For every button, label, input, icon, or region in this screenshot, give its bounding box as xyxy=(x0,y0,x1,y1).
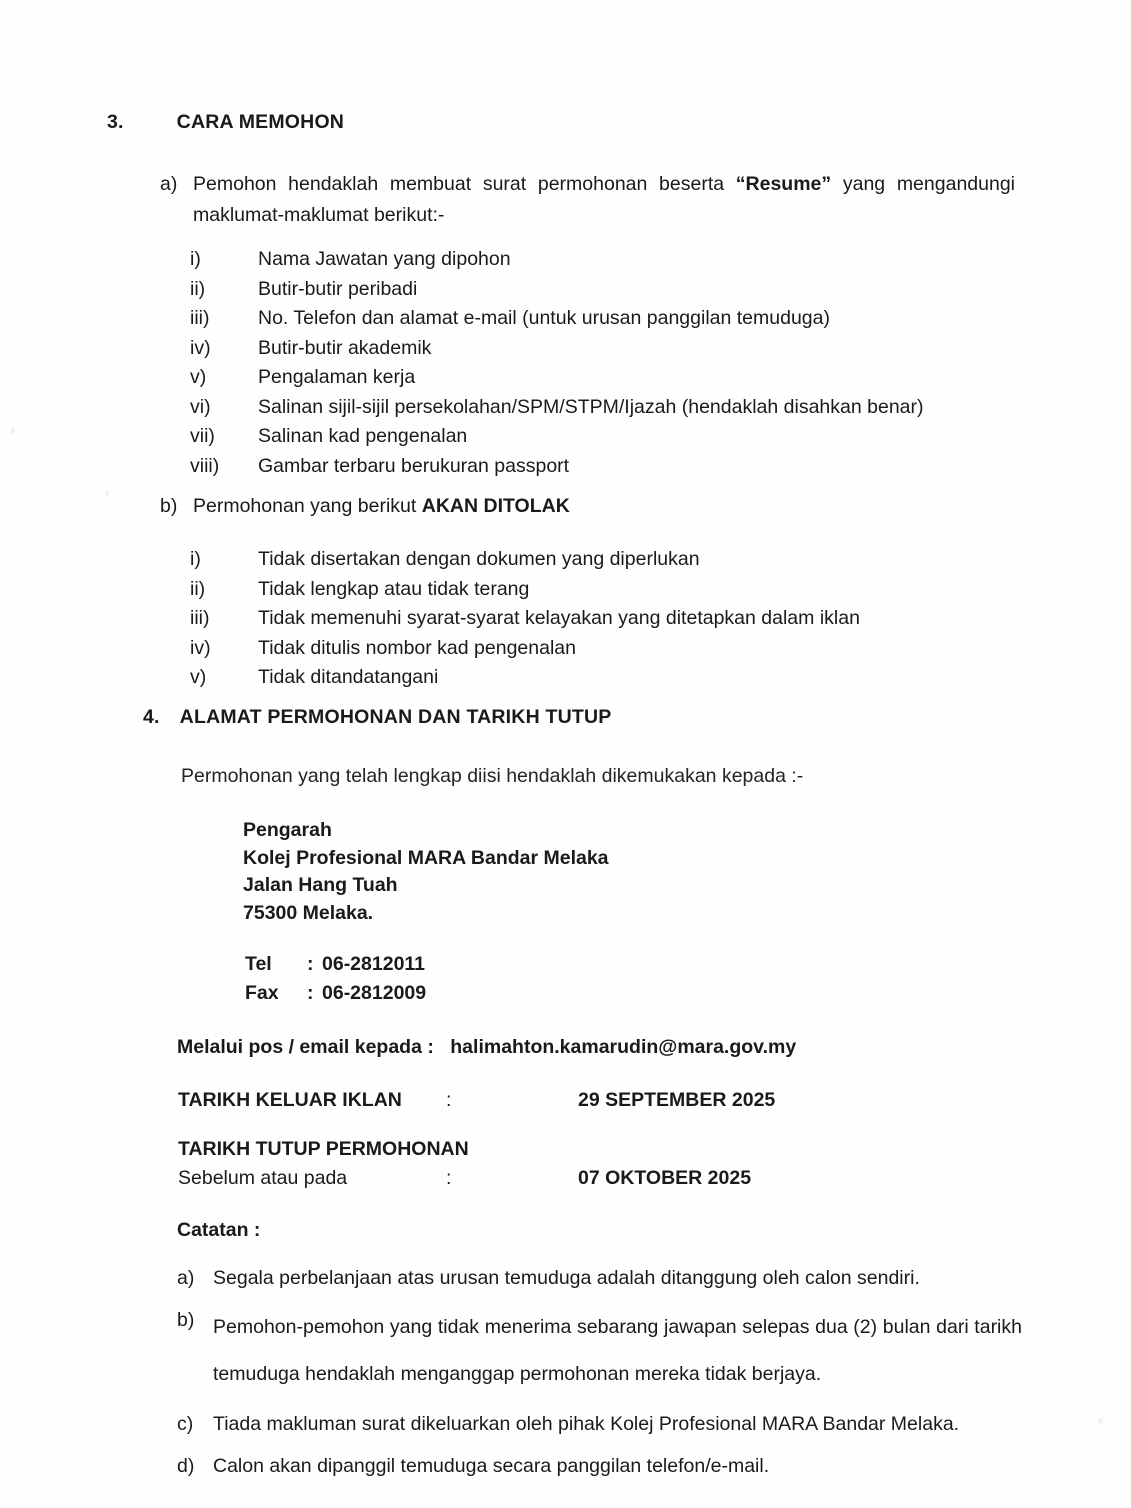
list-item xyxy=(177,1262,1022,1294)
address-line: 75300 Melaka. xyxy=(243,901,374,924)
address-line: Pengarah xyxy=(243,819,332,841)
section-number: 3. xyxy=(107,111,124,133)
catatan-heading: Catatan : xyxy=(177,1219,261,1241)
closing-date-heading: TARIKH TUTUP PERMOHONAN xyxy=(178,1138,469,1160)
text-fragment-bold: “Resume” xyxy=(735,173,832,195)
list-marker: c) xyxy=(177,1413,194,1435)
list-item-text: Salinan sijil-sijil persekolahan/SPM/STPM/Ijazah (hendaklah disahkan benar) xyxy=(258,395,924,418)
text-fragment: Permohonan yang berikut xyxy=(193,495,422,517)
list-marker: ii) xyxy=(190,277,206,300)
closing-date-sub-label: Sebelum atau pada xyxy=(178,1167,348,1189)
list-item xyxy=(190,334,1000,364)
contact-colon: : xyxy=(307,953,314,975)
list-item-text: Calon akan dipanggil temuduga secara panggilan telefon/e-mail. xyxy=(213,1455,770,1477)
contact-label: Fax xyxy=(245,982,279,1004)
scan-speck xyxy=(11,427,15,434)
list-marker: iv) xyxy=(190,636,211,659)
text-fragment: Pemohon hendaklah membuat surat permohonan beserta xyxy=(193,173,736,195)
list-marker: iv) xyxy=(190,336,211,359)
list-item xyxy=(177,1450,1022,1482)
list-item-text: Tidak ditulis nombor kad pengenalan xyxy=(258,636,576,659)
application-intro-text: Permohonan yang telah lengkap diisi hendaklah dikemukakan kepada :- xyxy=(181,765,804,787)
list-item xyxy=(190,245,1000,275)
list-marker: b) xyxy=(177,1309,195,1331)
date-label: TARIKH KELUAR IKLAN xyxy=(178,1089,402,1111)
list-item-b xyxy=(160,491,1015,522)
list-marker: v) xyxy=(190,366,207,388)
list-item-text: Butir-butir akademik xyxy=(258,336,432,359)
list-item-a xyxy=(160,169,1015,231)
contact-colon: : xyxy=(307,982,314,1004)
list-marker: a) xyxy=(160,173,178,195)
list-item xyxy=(190,422,1000,452)
list-marker: a) xyxy=(177,1267,195,1289)
list-item-text: No. Telefon dan alamat e-mail (untuk urusan panggilan temuduga) xyxy=(258,307,830,329)
closing-date-colon: : xyxy=(446,1167,452,1189)
scan-speck xyxy=(105,490,109,496)
email-line xyxy=(177,1033,977,1061)
list-item-text: Tiada makluman surat dikeluarkan oleh pihak Kolej Profesional MARA Bandar Melaka. xyxy=(213,1413,960,1435)
list-item xyxy=(190,575,1000,605)
list-item-text: Segala perbelanjaan atas urusan temuduga adalah ditanggung oleh calon sendiri. xyxy=(213,1267,920,1289)
section-heading-4 xyxy=(143,706,843,729)
closing-date-block xyxy=(178,1135,978,1193)
list-marker: i) xyxy=(190,548,201,570)
closing-date-value: 07 OKTOBER 2025 xyxy=(578,1167,752,1189)
list-item-text: Butir-butir peribadi xyxy=(258,277,418,300)
list-item-text: Tidak disertakan dengan dokumen yang diperlukan xyxy=(258,548,700,570)
list-marker: iii) xyxy=(190,307,210,329)
list-marker: v) xyxy=(190,666,207,688)
list-item-text: Nama Jawatan yang dipohon xyxy=(258,248,511,270)
list-item-text: Pengalaman kerja xyxy=(258,366,416,388)
list-item xyxy=(190,663,1000,693)
section-title: ALAMAT PERMOHONAN DAN TARIKH TUTUP xyxy=(179,706,612,728)
list-item-text: Salinan kad pengenalan xyxy=(258,425,468,447)
list-item-text: Tidak ditandatangani xyxy=(258,666,439,688)
resume-items-list xyxy=(190,245,1000,481)
list-item-text: Pemohon-pemohon yang tidak menerima sebarang jawapan selepas dua (2) bulan dari tarikh temuduga hendaklah menganggap permohonan mereka tidak berjaya. xyxy=(213,1316,1022,1385)
list-item xyxy=(190,275,1000,305)
date-row-published xyxy=(178,1086,978,1115)
address-line: Kolej Profesional MARA Bandar Melaka xyxy=(243,846,609,869)
contact-block xyxy=(245,950,645,1008)
list-marker: b) xyxy=(160,495,178,517)
list-item xyxy=(190,452,1000,482)
list-marker: iii) xyxy=(190,607,210,629)
scan-speck xyxy=(1098,1418,1103,1424)
section-number: 4. xyxy=(143,706,160,728)
list-item xyxy=(190,604,1000,634)
list-marker: d) xyxy=(177,1455,195,1477)
list-item xyxy=(177,1408,1022,1440)
text-fragment: yang mengandungi maklumat-maklumat berikut:- xyxy=(193,173,1015,226)
list-marker: vii) xyxy=(190,425,215,447)
catatan-list xyxy=(177,1262,1022,1482)
email-address: halimahton.kamarudin@mara.gov.my xyxy=(450,1036,797,1058)
list-item-text: Gambar terbaru berukuran passport xyxy=(258,454,570,477)
contact-value: 06-2812011 xyxy=(322,953,426,975)
list-item-text: Tidak lengkap atau tidak terang xyxy=(258,577,530,600)
contact-row-tel xyxy=(245,950,645,979)
list-item xyxy=(190,304,1000,334)
list-item-text xyxy=(193,169,1015,231)
closing-date-row xyxy=(178,1164,978,1193)
address-line: Jalan Hang Tuah xyxy=(243,874,398,896)
list-item xyxy=(190,363,1000,393)
section-heading-3 xyxy=(107,111,707,134)
list-marker: i) xyxy=(190,248,201,270)
list-item-text: Tidak memenuhi syarat-syarat kelayakan yang ditetapkan dalam iklan xyxy=(258,607,860,629)
list-item xyxy=(190,545,1000,575)
list-item-text xyxy=(193,491,1015,522)
list-marker: ii) xyxy=(190,577,206,600)
date-value: 29 SEPTEMBER 2025 xyxy=(578,1089,776,1111)
list-marker: viii) xyxy=(190,454,220,477)
contact-value: 06-2812009 xyxy=(322,982,427,1004)
section-title: CARA MEMOHON xyxy=(176,111,345,133)
list-item xyxy=(190,634,1000,664)
list-item xyxy=(177,1304,1022,1398)
list-marker: vi) xyxy=(190,395,211,418)
list-item xyxy=(190,393,1000,423)
contact-label: Tel xyxy=(245,953,272,975)
contact-row-fax xyxy=(245,979,645,1008)
text-fragment-bold: AKAN DITOLAK xyxy=(421,495,570,517)
rejected-items-list xyxy=(190,545,1000,693)
address-block xyxy=(243,817,843,927)
email-prefix-label: Melalui pos / email kepada : xyxy=(177,1036,434,1058)
date-colon: : xyxy=(446,1089,452,1111)
